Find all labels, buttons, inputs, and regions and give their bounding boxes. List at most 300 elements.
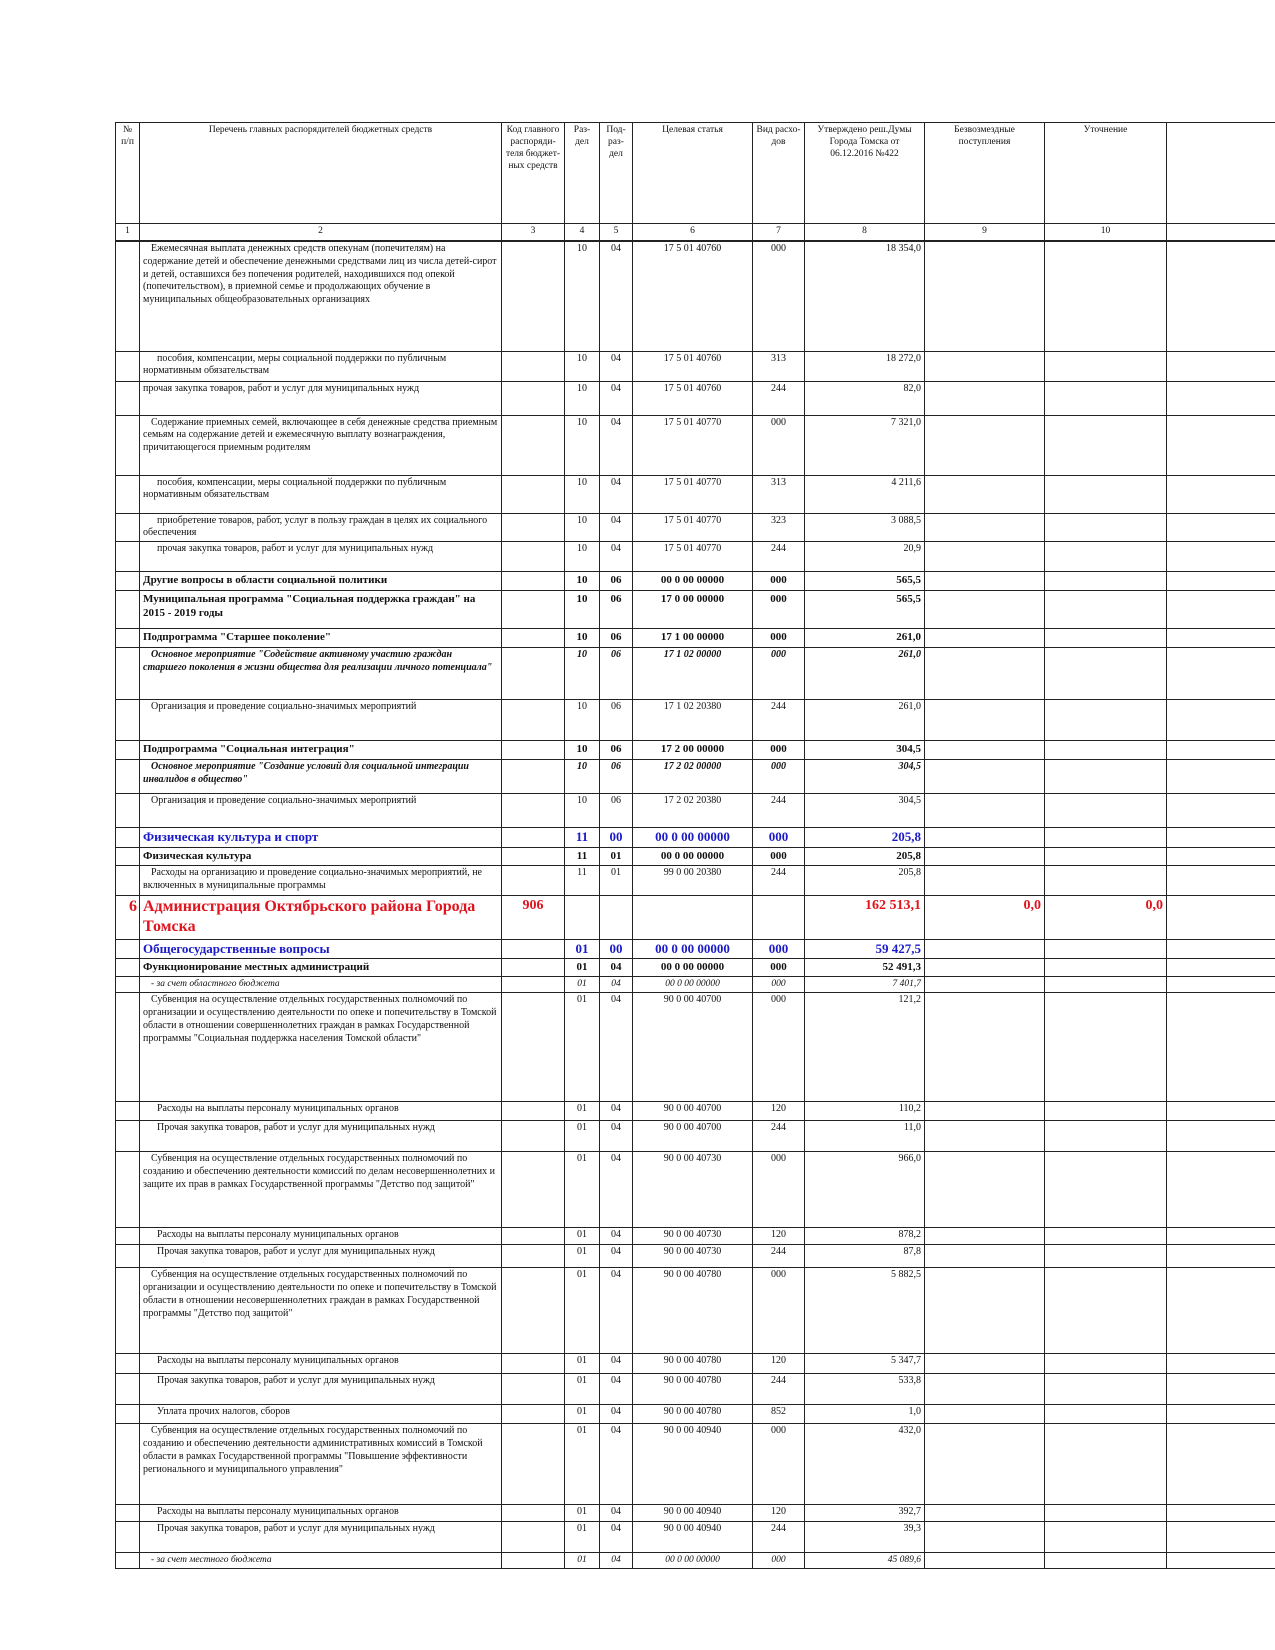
row-subsection-cell (600, 895, 633, 939)
row-clarification-cell (1045, 591, 1167, 629)
row-target-article-cell: 17 1 00 00000 (633, 629, 753, 648)
row-code-cell (502, 1354, 565, 1374)
budget-table (115, 122, 1275, 1569)
row-clarification-cell (1045, 1228, 1167, 1245)
row-clarification-cell (1045, 1268, 1167, 1354)
header-code: Код главного распоряди-теля бюджет-ных средств (502, 123, 565, 224)
row-number-cell (116, 977, 140, 993)
row-expense-type-cell: 000 (753, 241, 805, 351)
row-clarification-cell (1045, 1553, 1167, 1569)
row-target-article-cell: 17 5 01 40760 (633, 241, 753, 351)
row-grants-cell (925, 1405, 1045, 1424)
row-expense-type-cell: 000 (753, 828, 805, 848)
row-extra-cell (1167, 865, 1275, 895)
row-extra-cell (1167, 1152, 1275, 1228)
column-number-row (116, 224, 1275, 242)
row-grants-cell (925, 475, 1045, 513)
row-extra-cell (1167, 1505, 1275, 1522)
table-row (116, 415, 1275, 475)
row-grants-cell (925, 1374, 1045, 1405)
row-name-cell: Основное мероприятие "Содействие активному участию граждан старшего поколения в жизни общества для реализации личного потенциала" (140, 648, 502, 700)
row-clarification-cell (1045, 1405, 1167, 1424)
row-subsection-cell: 04 (600, 241, 633, 351)
row-grants-cell (925, 741, 1045, 760)
row-subsection-cell: 04 (600, 1152, 633, 1228)
row-number-cell (116, 1228, 140, 1245)
row-grants-cell (925, 1152, 1045, 1228)
row-approved-sum-cell: 39,3 (805, 1522, 925, 1553)
row-code-cell (502, 1245, 565, 1268)
row-grants-cell (925, 1522, 1045, 1553)
row-target-article-cell: 17 5 01 40770 (633, 475, 753, 513)
row-name-cell: прочая закупка товаров, работ и услуг для муниципальных нужд (140, 542, 502, 572)
row-expense-type-cell: 000 (753, 760, 805, 794)
table-row (116, 475, 1275, 513)
row-clarification-cell (1045, 760, 1167, 794)
row-number-cell (116, 959, 140, 977)
row-subsection-cell: 04 (600, 1245, 633, 1268)
row-extra-cell (1167, 760, 1275, 794)
row-section-cell: 10 (565, 415, 600, 475)
row-code-cell (502, 1522, 565, 1553)
row-clarification-cell (1045, 475, 1167, 513)
row-expense-type-cell: 000 (753, 939, 805, 959)
row-approved-sum-cell: 205,8 (805, 865, 925, 895)
row-code-cell (502, 648, 565, 700)
row-section-cell: 11 (565, 865, 600, 895)
row-clarification-cell (1045, 939, 1167, 959)
row-number-cell (116, 847, 140, 865)
row-extra-cell (1167, 700, 1275, 741)
row-clarification-cell (1045, 381, 1167, 415)
row-code-cell (502, 351, 565, 381)
row-subsection-cell: 06 (600, 591, 633, 629)
row-target-article-cell: 00 0 00 00000 (633, 572, 753, 591)
row-target-article-cell: 00 0 00 00000 (633, 847, 753, 865)
row-expense-type-cell: 313 (753, 351, 805, 381)
row-grants-cell (925, 1424, 1045, 1505)
row-name-cell: Содержание приемных семей, включающее в себя денежные средства приемным семьям на содержание детей и ежемесячную выплату вознаграждения, причитающегося приемным родителям (140, 415, 502, 475)
row-extra-cell (1167, 993, 1275, 1102)
row-expense-type-cell: 120 (753, 1102, 805, 1121)
row-clarification-cell (1045, 542, 1167, 572)
row-code-cell (502, 1121, 565, 1152)
row-number-cell (116, 415, 140, 475)
table-row (116, 1424, 1275, 1505)
row-number-cell (116, 241, 140, 351)
row-expense-type-cell: 000 (753, 847, 805, 865)
row-extra-cell (1167, 794, 1275, 828)
row-name-cell: Физическая культура и спорт (140, 828, 502, 848)
row-name-cell: Субвенция на осуществление отдельных государственных полномочий по организации и осуществлению деятельности по опеке и попечительству в Томской области в отношении несовершеннолетних граждан в рамках Государственной программы "Детство под защитой" (140, 1268, 502, 1354)
row-clarification-cell (1045, 700, 1167, 741)
row-approved-sum-cell: 45 089,6 (805, 1553, 925, 1569)
row-subsection-cell: 04 (600, 475, 633, 513)
table-row (116, 381, 1275, 415)
row-grants-cell (925, 591, 1045, 629)
row-subsection-cell: 04 (600, 513, 633, 542)
row-approved-sum-cell: 304,5 (805, 794, 925, 828)
row-approved-sum-cell: 533,8 (805, 1374, 925, 1405)
row-grants-cell (925, 415, 1045, 475)
row-subsection-cell: 04 (600, 1354, 633, 1374)
row-name-cell: Физическая культура (140, 847, 502, 865)
row-number-cell (116, 760, 140, 794)
row-expense-type-cell: 000 (753, 977, 805, 993)
row-section-cell: 01 (565, 1405, 600, 1424)
row-clarification-cell (1045, 1354, 1167, 1374)
table-row (116, 794, 1275, 828)
row-grants-cell (925, 572, 1045, 591)
row-number-cell (116, 865, 140, 895)
row-extra-cell (1167, 591, 1275, 629)
row-subsection-cell: 04 (600, 1121, 633, 1152)
row-number-cell (116, 939, 140, 959)
row-name-cell: Ежемесячная выплата денежных средств опекунам (попечителям) на содержание детей и обеспечение денежными средствами лиц из числа детей-сирот и детей, оставшихся без попечения родителей, находившихся под опекой (попечительством), в приемной семье и продолжающих обучение в муниципальных общеобразовательных организациях (140, 241, 502, 351)
row-name-cell: Организация и проведение социально-значимых мероприятий (140, 700, 502, 741)
row-approved-sum-cell: 304,5 (805, 760, 925, 794)
row-section-cell: 01 (565, 1152, 600, 1228)
row-clarification-cell (1045, 1102, 1167, 1121)
row-grants-cell (925, 1121, 1045, 1152)
row-target-article-cell: 90 0 00 40730 (633, 1228, 753, 1245)
row-subsection-cell: 04 (600, 381, 633, 415)
row-code-cell (502, 241, 565, 351)
row-code-cell (502, 1374, 565, 1405)
table-row (116, 1522, 1275, 1553)
row-target-article-cell: 90 0 00 40780 (633, 1374, 753, 1405)
row-expense-type-cell: 244 (753, 1522, 805, 1553)
row-subsection-cell: 04 (600, 1553, 633, 1569)
row-target-article-cell: 17 5 01 40760 (633, 381, 753, 415)
header-subsection: Под-раз-дел (600, 123, 633, 224)
row-clarification-cell (1045, 865, 1167, 895)
row-subsection-cell: 06 (600, 648, 633, 700)
row-extra-cell (1167, 847, 1275, 865)
table-row (116, 1102, 1275, 1121)
row-grants-cell (925, 847, 1045, 865)
row-subsection-cell: 04 (600, 993, 633, 1102)
row-clarification-cell: 0,0 (1045, 895, 1167, 939)
row-expense-type-cell: 000 (753, 741, 805, 760)
table-row (116, 741, 1275, 760)
row-name-cell: Уплата прочих налогов, сборов (140, 1405, 502, 1424)
row-approved-sum-cell: 3 088,5 (805, 513, 925, 542)
row-extra-cell (1167, 1228, 1275, 1245)
row-approved-sum-cell: 82,0 (805, 381, 925, 415)
row-target-article-cell: 90 0 00 40780 (633, 1354, 753, 1374)
row-approved-sum-cell: 5 347,7 (805, 1354, 925, 1374)
table-row (116, 1268, 1275, 1354)
row-extra-cell (1167, 939, 1275, 959)
row-clarification-cell (1045, 572, 1167, 591)
row-code-cell (502, 1228, 565, 1245)
row-grants-cell (925, 1354, 1045, 1374)
row-expense-type-cell: 244 (753, 865, 805, 895)
row-expense-type-cell: 120 (753, 1228, 805, 1245)
row-section-cell: 01 (565, 1374, 600, 1405)
row-target-article-cell: 90 0 00 40730 (633, 1245, 753, 1268)
row-approved-sum-cell: 261,0 (805, 700, 925, 741)
row-target-article-cell: 17 5 01 40760 (633, 351, 753, 381)
row-name-cell: Муниципальная программа "Социальная поддержка граждан" на 2015 - 2019 годы (140, 591, 502, 629)
column-number: 5 (600, 224, 633, 242)
row-number-cell (116, 1505, 140, 1522)
row-approved-sum-cell: 205,8 (805, 847, 925, 865)
row-target-article-cell: 99 0 00 20380 (633, 865, 753, 895)
table-row (116, 1553, 1275, 1569)
row-section-cell: 10 (565, 700, 600, 741)
row-extra-cell (1167, 1405, 1275, 1424)
row-expense-type-cell: 000 (753, 959, 805, 977)
row-section-cell: 01 (565, 1522, 600, 1553)
header-grants: Безвозмездные поступления (925, 123, 1045, 224)
row-number-cell (116, 591, 140, 629)
row-name-cell: Субвенция на осуществление отдельных государственных полномочий по созданию и обеспечению деятельности административных комиссий в Томской области в рамках Государственной программы "Повышение эффективности регионального и муниципального управления" (140, 1424, 502, 1505)
row-grants-cell (925, 760, 1045, 794)
row-grants-cell (925, 959, 1045, 977)
row-section-cell: 11 (565, 847, 600, 865)
header-target-article: Целевая статья (633, 123, 753, 224)
row-subsection-cell: 04 (600, 1405, 633, 1424)
row-clarification-cell (1045, 1505, 1167, 1522)
row-target-article-cell: 00 0 00 00000 (633, 828, 753, 848)
row-target-article-cell: 00 0 00 00000 (633, 1553, 753, 1569)
column-number: 4 (565, 224, 600, 242)
budget-document (115, 122, 1275, 1569)
row-name-cell: приобретение товаров, работ, услуг в пользу граждан в целях их социального обеспечения (140, 513, 502, 542)
row-number-cell (116, 513, 140, 542)
table-header-row (116, 123, 1275, 224)
row-name-cell: пособия, компенсации, меры социальной поддержки по публичным нормативным обязательствам (140, 351, 502, 381)
row-section-cell: 01 (565, 959, 600, 977)
row-code-cell (502, 700, 565, 741)
table-row (116, 1152, 1275, 1228)
row-target-article-cell: 17 2 00 00000 (633, 741, 753, 760)
row-target-article-cell: 17 2 02 20380 (633, 794, 753, 828)
row-grants-cell (925, 993, 1045, 1102)
row-grants-cell (925, 542, 1045, 572)
row-code-cell (502, 1268, 565, 1354)
row-grants-cell (925, 1553, 1045, 1569)
row-number-cell (116, 1354, 140, 1374)
row-extra-cell (1167, 513, 1275, 542)
row-target-article-cell: 00 0 00 00000 (633, 977, 753, 993)
row-approved-sum-cell: 565,5 (805, 591, 925, 629)
row-approved-sum-cell: 20,9 (805, 542, 925, 572)
row-approved-sum-cell: 110,2 (805, 1102, 925, 1121)
row-extra-cell (1167, 572, 1275, 591)
row-grants-cell (925, 939, 1045, 959)
row-approved-sum-cell: 1,0 (805, 1405, 925, 1424)
row-number-cell (116, 1268, 140, 1354)
row-approved-sum-cell: 52 491,3 (805, 959, 925, 977)
row-target-article-cell: 90 0 00 40780 (633, 1405, 753, 1424)
row-section-cell: 10 (565, 648, 600, 700)
row-clarification-cell (1045, 513, 1167, 542)
row-name-cell: Расходы на выплаты персоналу муниципальных органов (140, 1228, 502, 1245)
row-code-cell (502, 865, 565, 895)
table-row (116, 572, 1275, 591)
row-section-cell: 01 (565, 939, 600, 959)
row-grants-cell (925, 700, 1045, 741)
row-code-cell (502, 591, 565, 629)
row-code-cell (502, 1405, 565, 1424)
table-row (116, 1354, 1275, 1374)
row-code-cell (502, 977, 565, 993)
row-section-cell: 10 (565, 241, 600, 351)
row-code-cell (502, 629, 565, 648)
row-name-cell: Основное мероприятие "Создание условий для социальной интеграции инвалидов в общество" (140, 760, 502, 794)
table-row (116, 939, 1275, 959)
row-approved-sum-cell: 5 882,5 (805, 1268, 925, 1354)
table-row (116, 351, 1275, 381)
row-approved-sum-cell: 121,2 (805, 993, 925, 1102)
row-code-cell (502, 415, 565, 475)
row-approved-sum-cell: 432,0 (805, 1424, 925, 1505)
row-code-cell (502, 1553, 565, 1569)
row-number-cell (116, 1405, 140, 1424)
row-subsection-cell: 06 (600, 741, 633, 760)
row-name-cell: Другие вопросы в области социальной политики (140, 572, 502, 591)
row-subsection-cell: 06 (600, 700, 633, 741)
row-section-cell: 10 (565, 629, 600, 648)
row-name-cell: Субвенция на осуществление отдельных государственных полномочий по организации и осуществлению деятельности по опеке и попечительству в Томской области в отношении совершеннолетних граждан в рамках Государственной программы "Социальная поддержка населения Томской области" (140, 993, 502, 1102)
row-subsection-cell: 04 (600, 959, 633, 977)
row-clarification-cell (1045, 241, 1167, 351)
row-number-cell (116, 1374, 140, 1405)
table-row (116, 865, 1275, 895)
row-target-article-cell: 17 5 01 40770 (633, 542, 753, 572)
table-row (116, 1405, 1275, 1424)
table-row (116, 760, 1275, 794)
row-grants-cell (925, 1268, 1045, 1354)
row-approved-sum-cell: 59 427,5 (805, 939, 925, 959)
row-expense-type-cell: 244 (753, 542, 805, 572)
row-target-article-cell: 17 1 02 00000 (633, 648, 753, 700)
column-number: 6 (633, 224, 753, 242)
row-number-cell (116, 381, 140, 415)
row-number-cell (116, 648, 140, 700)
row-number-cell (116, 542, 140, 572)
table-row (116, 977, 1275, 993)
row-clarification-cell (1045, 1374, 1167, 1405)
row-expense-type-cell: 000 (753, 1268, 805, 1354)
row-target-article-cell: 90 0 00 40940 (633, 1424, 753, 1505)
table-row (116, 828, 1275, 848)
table-row (116, 648, 1275, 700)
row-name-cell: Подпрограмма "Социальная интеграция" (140, 741, 502, 760)
row-subsection-cell: 00 (600, 939, 633, 959)
row-section-cell: 10 (565, 513, 600, 542)
row-approved-sum-cell: 304,5 (805, 741, 925, 760)
row-number-cell (116, 1522, 140, 1553)
row-clarification-cell (1045, 1522, 1167, 1553)
column-number: 3 (502, 224, 565, 242)
table-row (116, 847, 1275, 865)
row-section-cell: 10 (565, 351, 600, 381)
row-expense-type-cell: 244 (753, 1245, 805, 1268)
row-target-article-cell: 17 5 01 40770 (633, 513, 753, 542)
row-extra-cell (1167, 895, 1275, 939)
row-code-cell (502, 572, 565, 591)
row-number-cell (116, 1553, 140, 1569)
row-target-article-cell: 17 2 02 00000 (633, 760, 753, 794)
row-expense-type-cell: 000 (753, 1553, 805, 1569)
row-number-cell (116, 475, 140, 513)
row-section-cell: 10 (565, 542, 600, 572)
row-code-cell (502, 847, 565, 865)
row-expense-type-cell: 244 (753, 794, 805, 828)
table-row (116, 1228, 1275, 1245)
row-code-cell (502, 1505, 565, 1522)
row-number-cell (116, 700, 140, 741)
row-number-cell (116, 828, 140, 848)
row-name-cell: Расходы на выплаты персоналу муниципальных органов (140, 1102, 502, 1121)
row-grants-cell (925, 865, 1045, 895)
row-name-cell: Функционирование местных администраций (140, 959, 502, 977)
row-extra-cell (1167, 741, 1275, 760)
row-expense-type-cell: 120 (753, 1354, 805, 1374)
row-subsection-cell: 06 (600, 760, 633, 794)
row-name-cell: - за счет местного бюджета (140, 1553, 502, 1569)
table-row (116, 629, 1275, 648)
row-extra-cell (1167, 959, 1275, 977)
row-clarification-cell (1045, 1152, 1167, 1228)
row-target-article-cell: 90 0 00 40700 (633, 1121, 753, 1152)
row-number-cell (116, 572, 140, 591)
row-approved-sum-cell: 392,7 (805, 1505, 925, 1522)
table-row (116, 895, 1275, 939)
row-code-cell (502, 741, 565, 760)
row-extra-cell (1167, 648, 1275, 700)
row-grants-cell: 0,0 (925, 895, 1045, 939)
row-code-cell (502, 959, 565, 977)
row-clarification-cell (1045, 1424, 1167, 1505)
row-section-cell: 01 (565, 1424, 600, 1505)
row-name-cell: Расходы на выплаты персоналу муниципальных органов (140, 1354, 502, 1374)
row-expense-type-cell: 313 (753, 475, 805, 513)
row-subsection-cell: 04 (600, 351, 633, 381)
column-number: 7 (753, 224, 805, 242)
row-code-cell (502, 1424, 565, 1505)
row-approved-sum-cell: 261,0 (805, 648, 925, 700)
row-expense-type-cell: 000 (753, 1152, 805, 1228)
table-row (116, 513, 1275, 542)
row-approved-sum-cell: 966,0 (805, 1152, 925, 1228)
column-number: 10 (1045, 224, 1167, 242)
row-section-cell: 10 (565, 591, 600, 629)
row-clarification-cell (1045, 977, 1167, 993)
row-approved-sum-cell: 18 272,0 (805, 351, 925, 381)
row-expense-type-cell: 000 (753, 591, 805, 629)
row-target-article-cell: 17 0 00 00000 (633, 591, 753, 629)
row-expense-type-cell: 000 (753, 648, 805, 700)
row-approved-sum-cell: 205,8 (805, 828, 925, 848)
row-target-article-cell: 90 0 00 40940 (633, 1522, 753, 1553)
column-number: 1 (116, 224, 140, 242)
row-grants-cell (925, 648, 1045, 700)
header-approved: Утверждено реш.Думы Города Томска от 06.12.2016 №422 (805, 123, 925, 224)
table-row (116, 1121, 1275, 1152)
column-number: 2 (140, 224, 502, 242)
row-section-cell: 10 (565, 475, 600, 513)
row-extra-cell (1167, 415, 1275, 475)
row-extra-cell (1167, 1424, 1275, 1505)
row-name-cell: Прочая закупка товаров, работ и услуг для муниципальных нужд (140, 1374, 502, 1405)
row-section-cell: 01 (565, 1102, 600, 1121)
row-subsection-cell: 04 (600, 1268, 633, 1354)
